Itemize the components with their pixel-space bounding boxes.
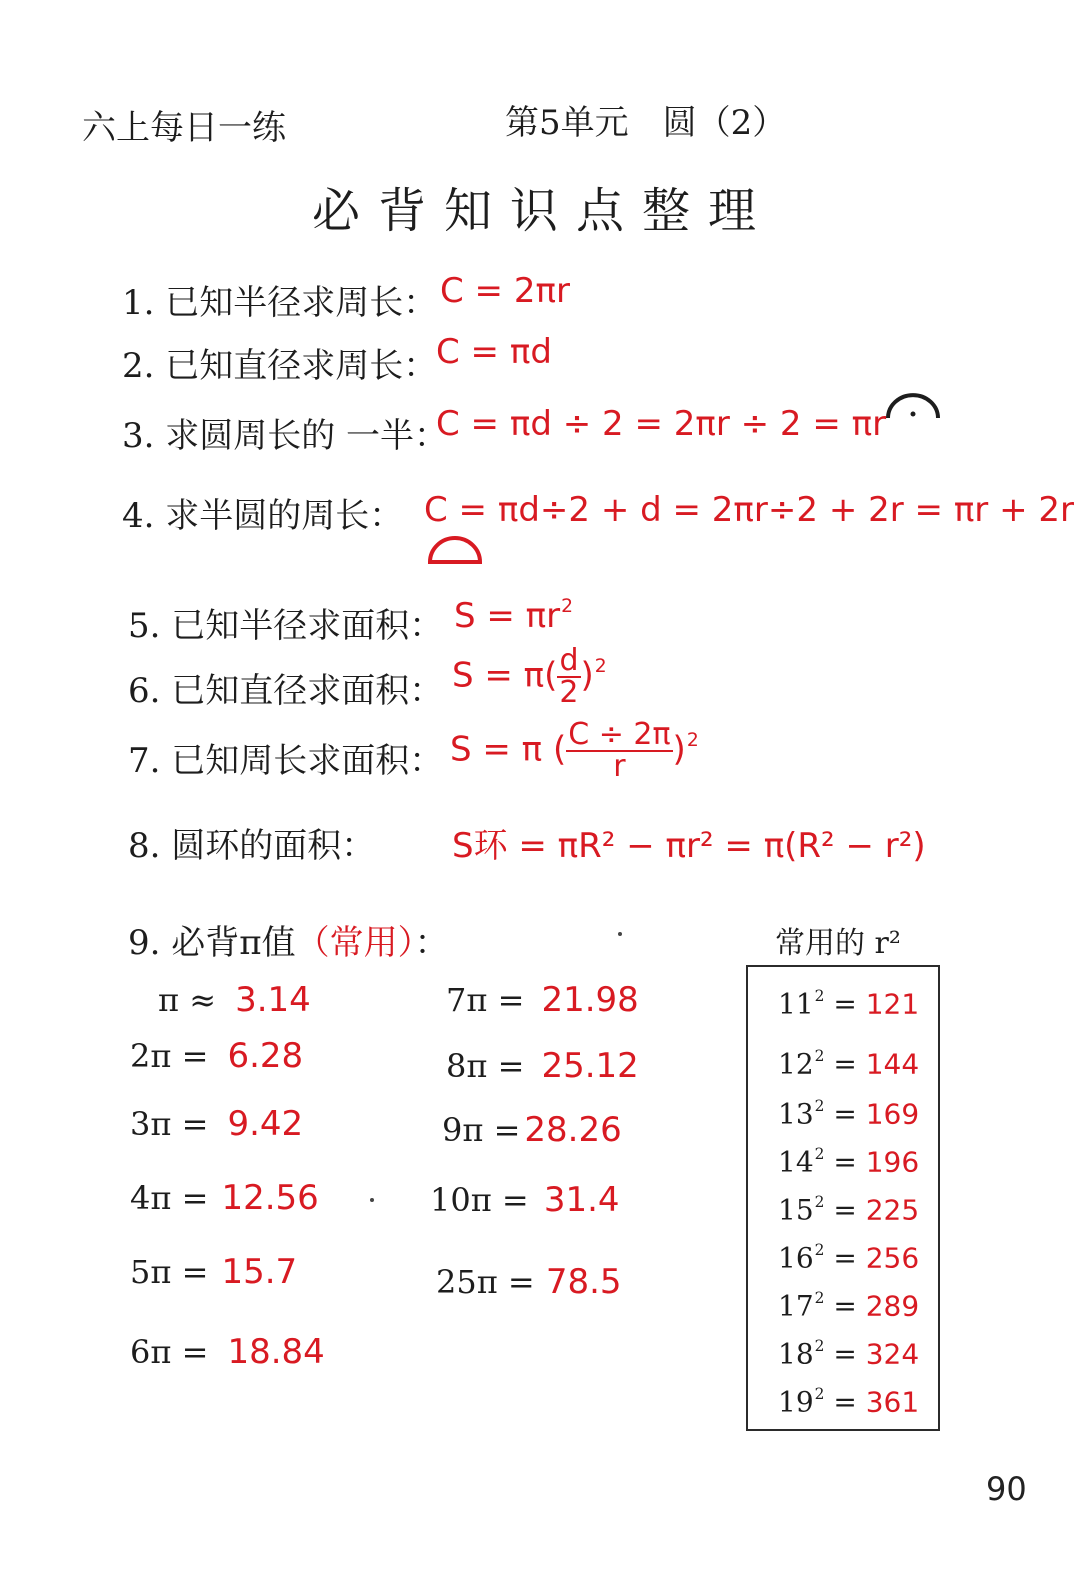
pi-row: 6π = 18.84: [130, 1332, 325, 1372]
item-7-formula: S = π ( $\frac{C \div 2\pi}{r}$ )$^2$: [450, 717, 699, 784]
header-left: 六上每日一练: [82, 108, 286, 148]
square-row: $15^2 = 225$: [778, 1193, 920, 1227]
square-row: $19^2 = 361$: [778, 1385, 920, 1419]
ink-dot: [618, 932, 622, 936]
squares-heading: 常用的 r²: [775, 926, 901, 961]
item-2-formula: C = πd: [436, 332, 552, 372]
ink-dot: [370, 1198, 374, 1202]
item-6-formula: S = π( $\frac{d}{2}$ )$^2$: [452, 643, 607, 710]
item-7-label: 7. 已知周长求面积：: [128, 741, 444, 781]
squares-table: [746, 965, 940, 1431]
header-unit: 第5单元 圆（2）: [505, 103, 787, 143]
pi-row: 7π = 21.98: [446, 980, 639, 1020]
item-1-label: 1. 已知半径求周长：: [122, 283, 438, 323]
pi-row: 8π = 25.12: [446, 1046, 639, 1086]
square-row: $11^2 = 121$: [778, 987, 920, 1021]
pi-row: 10π = 31.4: [430, 1180, 620, 1220]
item-4-formula: C = πd÷2 + d = 2πr÷2 + 2r = πr + 2r: [424, 490, 1074, 530]
item-8-label: 8. 圆环的面积：: [128, 826, 376, 866]
pi-row: π ≈ 3.14: [158, 980, 311, 1020]
square-row: $12^2 = 144$: [778, 1047, 920, 1081]
pi-row: 2π = 6.28: [130, 1036, 304, 1076]
pi-section-heading: 9. 必背π值（常用）：: [128, 923, 449, 963]
item-2-label: 2. 已知直径求周长：: [122, 346, 438, 386]
item-1-formula: C = 2πr: [440, 271, 570, 311]
item-4-label: 4. 求半圆的周长：: [122, 496, 404, 536]
item-5-formula: $S = \pi r^2$: [454, 596, 574, 636]
pi-row: 4π = 12.56: [130, 1178, 319, 1218]
semicircle-shape-icon: [426, 534, 484, 568]
pi-row: 25π = 78.5: [436, 1262, 622, 1302]
pi-row: 3π = 9.42: [130, 1104, 304, 1144]
square-row: $14^2 = 196$: [778, 1145, 920, 1179]
pi-row: 9π = 28.26: [442, 1110, 622, 1150]
page-title: 必背知识点整理: [312, 183, 775, 239]
square-row: $13^2 = 169$: [778, 1097, 920, 1131]
square-row: $16^2 = 256$: [778, 1241, 920, 1275]
square-row: $17^2 = 289$: [778, 1289, 920, 1323]
item-8-formula: S环 = πR² − πr² = π(R² − r²): [452, 826, 926, 866]
semicircle-arc-icon: [884, 392, 942, 422]
pi-row: 5π = 15.7: [130, 1252, 298, 1292]
item-6-label: 6. 已知直径求面积：: [128, 671, 444, 711]
item-3-formula: C = πd ÷ 2 = 2πr ÷ 2 = πr: [436, 404, 887, 444]
item-5-label: 5. 已知半径求面积：: [128, 606, 444, 646]
page-number: 90: [986, 1470, 1027, 1508]
square-row: $18^2 = 324$: [778, 1337, 920, 1371]
item-3-label: 3. 求圆周长的 一半：: [122, 416, 449, 456]
